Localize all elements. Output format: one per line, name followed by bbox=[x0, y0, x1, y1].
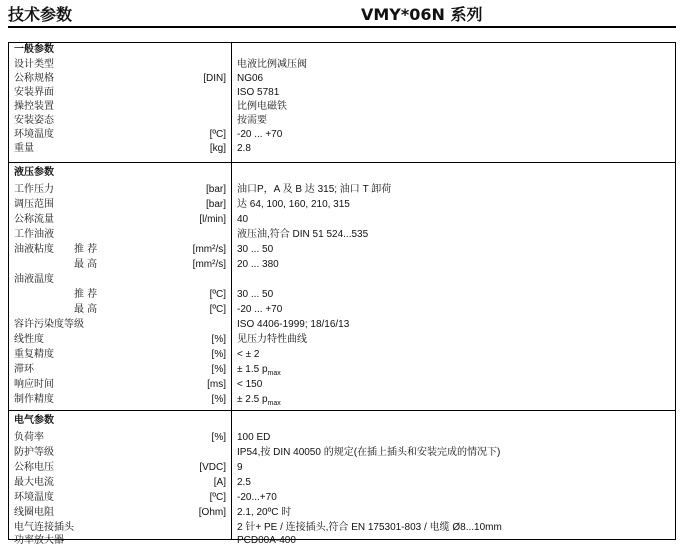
table-row bbox=[9, 72, 675, 86]
table-row bbox=[9, 86, 675, 100]
param-value: 2 针+ PE / 连接插头,符合 EN 175301-803 / 电缆 Ø8...10mm bbox=[237, 522, 502, 533]
section-title: 一般参数 bbox=[14, 44, 54, 55]
table-row bbox=[9, 288, 675, 302]
table-row bbox=[9, 243, 675, 257]
param-value: < 150 bbox=[237, 379, 263, 390]
param-label: 响应时间 bbox=[14, 379, 54, 390]
header-rule bbox=[8, 26, 676, 28]
param-value: 按需要 bbox=[237, 115, 267, 126]
param-label: 安装界面 bbox=[14, 87, 54, 98]
param-value: -20 ... +70 bbox=[237, 129, 283, 140]
param-label: 电气连接插头 bbox=[14, 522, 74, 533]
table-row bbox=[9, 303, 675, 317]
param-unit: [ºC] bbox=[209, 129, 226, 140]
table-row bbox=[9, 348, 675, 362]
table-row bbox=[9, 58, 675, 72]
table-row bbox=[9, 258, 675, 272]
param-value: < ± 2 bbox=[237, 349, 260, 360]
table-row bbox=[9, 228, 675, 242]
table-row bbox=[9, 183, 675, 197]
table-row bbox=[9, 363, 675, 377]
section-title-hydraulic bbox=[9, 166, 675, 180]
table-row bbox=[9, 461, 675, 475]
param-unit: [DIN] bbox=[203, 73, 226, 84]
param-label: 功率放大器 bbox=[14, 535, 64, 546]
param-label: 油液温度 bbox=[14, 274, 54, 285]
table-row bbox=[9, 446, 675, 460]
param-value: 见压力特性曲线 bbox=[237, 334, 307, 345]
table-row bbox=[9, 491, 675, 505]
param-label: 操控装置 bbox=[14, 101, 54, 112]
param-unit: [mm²/s] bbox=[192, 244, 226, 255]
param-unit: [%] bbox=[211, 349, 226, 360]
param-label: 防护等级 bbox=[14, 447, 54, 458]
param-unit: [ms] bbox=[207, 379, 226, 390]
param-label: 滞环 bbox=[14, 364, 34, 375]
param-value bbox=[237, 393, 281, 407]
param-value: 油口P，A 及 B 达 315; 油口 T 卸荷 bbox=[237, 184, 392, 195]
param-label: 公称流量 bbox=[14, 214, 54, 225]
param-unit: [VDC] bbox=[199, 462, 226, 473]
param-label: 容许污染度等级 bbox=[14, 319, 84, 330]
param-value: IP54,按 DIN 40050 的规定(在插上插头和安装完成的情况下) bbox=[237, 447, 501, 458]
param-value: 20 ... 380 bbox=[237, 259, 279, 270]
table-row bbox=[9, 100, 675, 114]
section-title: 电气参数 bbox=[14, 415, 54, 426]
param-unit: [ºC] bbox=[209, 492, 226, 503]
param-label: 公称电压 bbox=[14, 462, 54, 473]
param-value: 达 64, 100, 160, 210, 315 bbox=[237, 199, 350, 210]
param-label: 线性度 bbox=[14, 334, 44, 345]
table-row bbox=[9, 378, 675, 392]
table-row bbox=[9, 213, 675, 227]
param-value: 2.8 bbox=[237, 143, 251, 154]
table-row bbox=[9, 128, 675, 142]
param-value: 2.5 bbox=[237, 477, 251, 488]
param-unit: [bar] bbox=[205, 199, 226, 210]
param-label: 重复精度 bbox=[14, 349, 54, 360]
param-value: 9 bbox=[237, 462, 243, 473]
value-main: ± 2.5 p bbox=[237, 394, 268, 405]
param-value: 100 ED bbox=[237, 432, 271, 443]
param-label: 环境温度 bbox=[14, 129, 54, 140]
param-unit: [%] bbox=[211, 394, 226, 405]
param-value: 液压油,符合 DIN 51 524...535 bbox=[237, 229, 369, 240]
param-value: ISO 4406-1999; 18/16/13 bbox=[237, 319, 350, 330]
param-unit: [kg] bbox=[209, 143, 226, 154]
table-row bbox=[9, 506, 675, 520]
param-label: 制作精度 bbox=[14, 394, 54, 405]
param-value: NG06 bbox=[237, 73, 264, 84]
param-value bbox=[237, 363, 281, 377]
param-value: PCD00A-400 bbox=[237, 535, 296, 546]
param-label: 设计类型 bbox=[14, 59, 54, 70]
param-value: 30 ... 50 bbox=[237, 289, 274, 300]
value-main: ± 1.5 p bbox=[237, 364, 268, 375]
param-sublabel: 推 荐 bbox=[74, 244, 98, 255]
param-unit: [mm²/s] bbox=[192, 259, 226, 270]
section-title-electrical bbox=[9, 414, 675, 428]
table-row bbox=[9, 198, 675, 212]
param-label: 油液粘度 bbox=[14, 244, 54, 255]
param-label: 环境温度 bbox=[14, 492, 54, 503]
table-row bbox=[9, 393, 675, 407]
param-label: 最大电流 bbox=[14, 477, 54, 488]
table-row bbox=[9, 476, 675, 490]
param-unit: [%] bbox=[211, 364, 226, 375]
table-row bbox=[9, 431, 675, 445]
param-unit: [Ohm] bbox=[198, 507, 226, 518]
param-label: 线圈电阻 bbox=[14, 507, 54, 518]
param-unit: [%] bbox=[211, 334, 226, 345]
param-label: 工作油液 bbox=[14, 229, 54, 240]
param-value: 30 ... 50 bbox=[237, 244, 274, 255]
param-value: -20 ... +70 bbox=[237, 304, 283, 315]
param-label: 安装姿态 bbox=[14, 115, 54, 126]
param-unit: [l/min] bbox=[199, 214, 226, 225]
param-unit: [%] bbox=[211, 432, 226, 443]
param-sublabel: 推 荐 bbox=[74, 289, 98, 300]
section-title-general bbox=[9, 43, 675, 57]
param-label: 负荷率 bbox=[14, 432, 44, 443]
param-sublabel: 最 高 bbox=[74, 304, 98, 315]
section-title: 液压参数 bbox=[14, 167, 54, 178]
param-unit: [ºC] bbox=[209, 304, 226, 315]
section-divider bbox=[9, 162, 675, 163]
param-value: 电液比例减压阀 bbox=[237, 59, 307, 70]
value-subscript: max bbox=[267, 370, 281, 377]
param-label: 公称规格 bbox=[14, 73, 54, 84]
table-row bbox=[9, 114, 675, 128]
param-unit: [A] bbox=[213, 477, 226, 488]
param-unit: [ºC] bbox=[209, 289, 226, 300]
param-label: 重量 bbox=[14, 143, 34, 154]
table-row bbox=[9, 273, 675, 287]
table-row bbox=[9, 318, 675, 332]
section-divider bbox=[9, 410, 675, 411]
param-label: 工作压力 bbox=[14, 184, 54, 195]
table-row bbox=[9, 526, 675, 546]
table-row bbox=[9, 142, 675, 156]
param-value: 2.1, 20ºC 时 bbox=[237, 507, 292, 518]
value-subscript: max bbox=[267, 400, 281, 407]
header-title-left: 技术参数 bbox=[8, 5, 73, 24]
param-sublabel: 最 高 bbox=[74, 259, 98, 270]
param-value: 40 bbox=[237, 214, 249, 225]
param-value: -20...+70 bbox=[237, 492, 277, 503]
param-label: 调压范围 bbox=[14, 199, 54, 210]
header-title-right: VMY*06N 系列 bbox=[361, 5, 483, 24]
param-unit: [bar] bbox=[205, 184, 226, 195]
table-row bbox=[9, 333, 675, 347]
page-header bbox=[8, 0, 676, 30]
spec-table bbox=[8, 42, 676, 546]
param-value: 比例电磁铁 bbox=[237, 101, 287, 112]
param-value: ISO 5781 bbox=[237, 87, 280, 98]
